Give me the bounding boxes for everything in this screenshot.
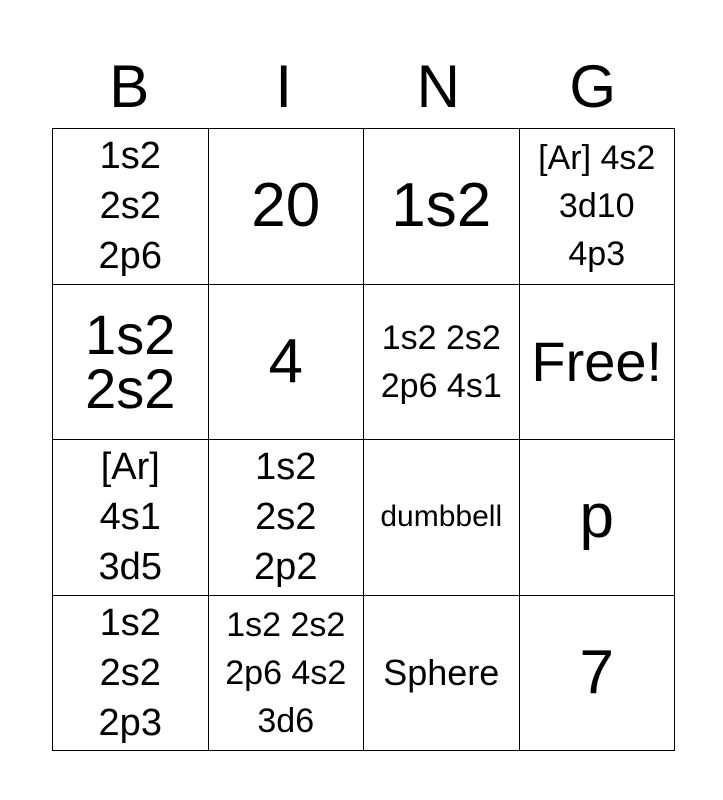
board-row [53,129,675,285]
bingo-cell[interactable]: [Ar] 4s1 3d5 [53,440,209,596]
bingo-cell[interactable]: 1s2 2s2 2p6 4s1 [364,284,520,440]
bingo-board [52,128,675,751]
bingo-cell[interactable]: Sphere [364,595,520,751]
bingo-cell[interactable]: 20 [208,129,364,285]
board-row [53,440,675,596]
bingo-cell[interactable]: 1s2 2s2 2p6 4s2 3d6 [208,595,364,751]
bingo-cell[interactable]: 1s2 [364,129,520,285]
bingo-cell[interactable]: 1s2 2s2 [53,284,209,440]
bingo-header [52,52,670,122]
header-letter-n: N [416,53,460,120]
header-letter-g: G [569,53,617,120]
bingo-cell[interactable]: 4 [208,284,364,440]
header-letter-i: I [275,53,293,120]
bingo-cell[interactable]: 1s2 2s2 2p3 [53,595,209,751]
bingo-cell[interactable]: [Ar] 4s2 3d10 4p3 [519,129,675,285]
board-row [53,595,675,751]
free-space-cell[interactable]: Free! [519,284,675,440]
bingo-cell[interactable]: 7 [519,595,675,751]
bingo-cell[interactable]: dumbbell [364,440,520,596]
header-letter-b: B [109,53,150,120]
board-row [53,284,675,440]
bingo-cell[interactable]: 1s2 2s2 2p2 [208,440,364,596]
bingo-cell[interactable]: p [519,440,675,596]
bingo-cell[interactable]: 1s2 2s2 2p6 [53,129,209,285]
